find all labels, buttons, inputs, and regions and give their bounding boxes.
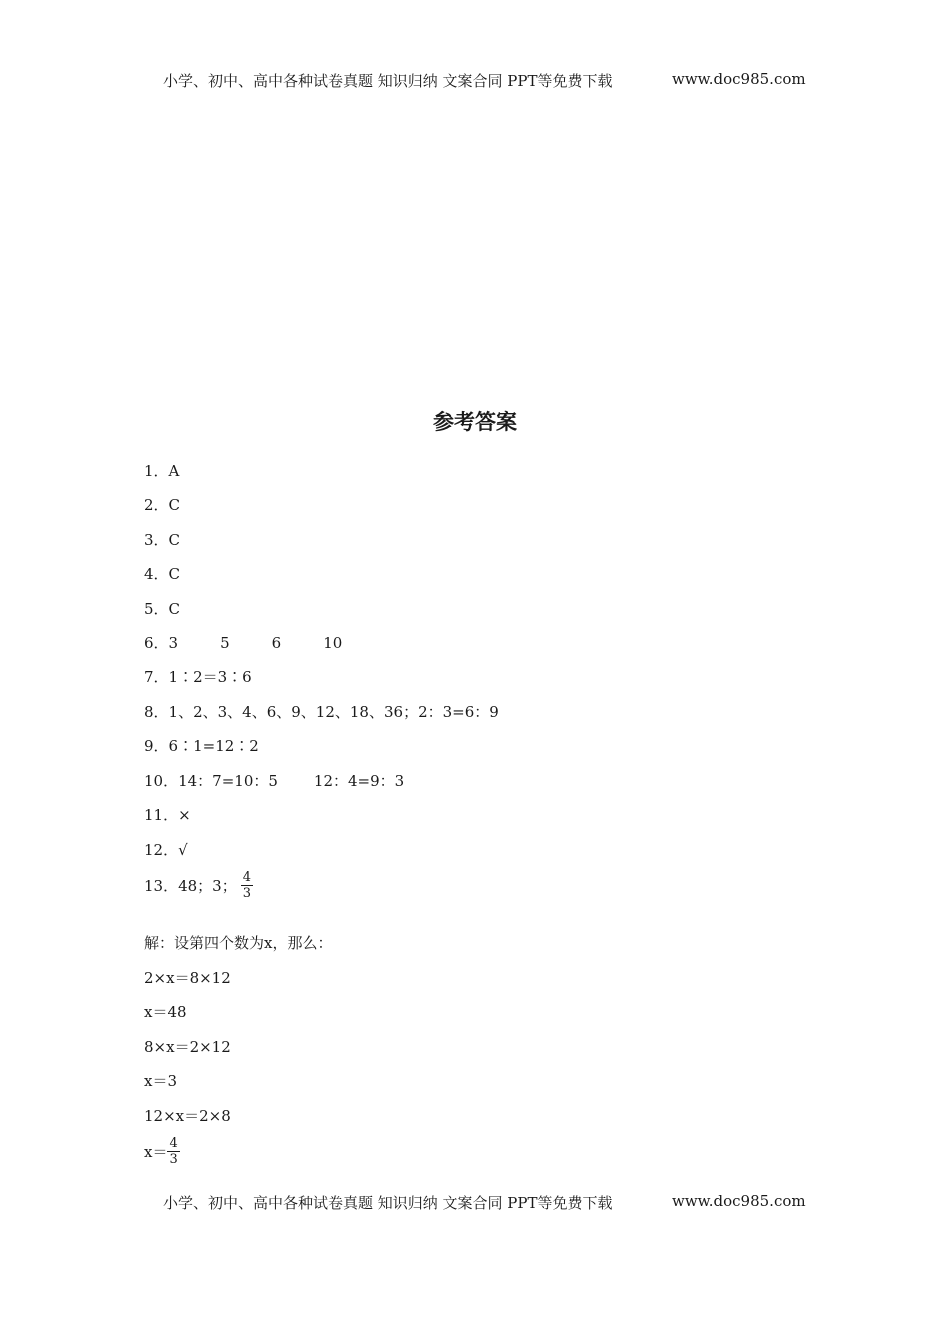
answer-3: 3．C (144, 531, 181, 549)
solution-step-3: 8×x＝2×12 (144, 1038, 231, 1056)
solution-intro: 解：设第四个数为x，那么： (144, 934, 333, 952)
fraction-denominator: 3 (169, 1152, 178, 1167)
solution-step-6-fraction (167, 1136, 179, 1167)
footer-text: 小学、初中、高中各种试卷真题 知识归纳 文案合同 PPT等免费下载 (163, 1194, 613, 1212)
solution-step-6-prefix: x＝ (144, 1143, 168, 1161)
footer-url[interactable]: www.doc985.com (672, 1192, 806, 1210)
header-url[interactable]: www.doc985.com (672, 70, 806, 88)
answer-6 (144, 632, 342, 653)
answer-11: 11．× (144, 806, 191, 824)
page-title: 参考答案 (433, 410, 517, 434)
fraction-numerator: 4 (169, 1136, 178, 1151)
fraction-denominator: 3 (242, 886, 251, 901)
fraction-numerator: 4 (242, 870, 251, 885)
answer-9: 9．6∶1=12∶2 (144, 737, 259, 755)
answer-7: 7．1∶2＝3∶6 (144, 668, 252, 686)
answer-8: 8．1、2、3、4、6、9、12、18、36；2：3=6：9 (144, 703, 499, 721)
answer-12: 12．√ (144, 841, 188, 859)
answer-6-prefix: 6．3 (144, 634, 179, 652)
solution-step-4: x＝3 (144, 1072, 178, 1090)
answer-4: 4．C (144, 565, 181, 583)
answer-6-value-3: 6 (271, 634, 282, 652)
answer-10-part-1: 10．14：7=10：5 (144, 772, 278, 790)
answer-13-fraction (241, 870, 253, 901)
answer-6-value-4: 10 (323, 634, 343, 652)
solution-step-1: 2×x＝8×12 (144, 969, 231, 987)
solution-step-6 (144, 1136, 180, 1167)
answer-10 (144, 770, 404, 791)
header-text: 小学、初中、高中各种试卷真题 知识归纳 文案合同 PPT等免费下载 (163, 72, 613, 90)
answer-10-part-2: 12：4=9：3 (313, 772, 405, 790)
answer-13 (144, 870, 253, 901)
answer-1: 1．A (144, 462, 180, 480)
answer-6-value-2: 5 (220, 634, 230, 652)
solution-step-2: x＝48 (144, 1003, 187, 1021)
answer-2: 2．C (144, 496, 181, 514)
answer-5: 5．C (144, 600, 181, 618)
solution-step-5: 12×x＝2×8 (144, 1107, 231, 1125)
answer-13-prefix: 13．48；3； (144, 877, 237, 895)
